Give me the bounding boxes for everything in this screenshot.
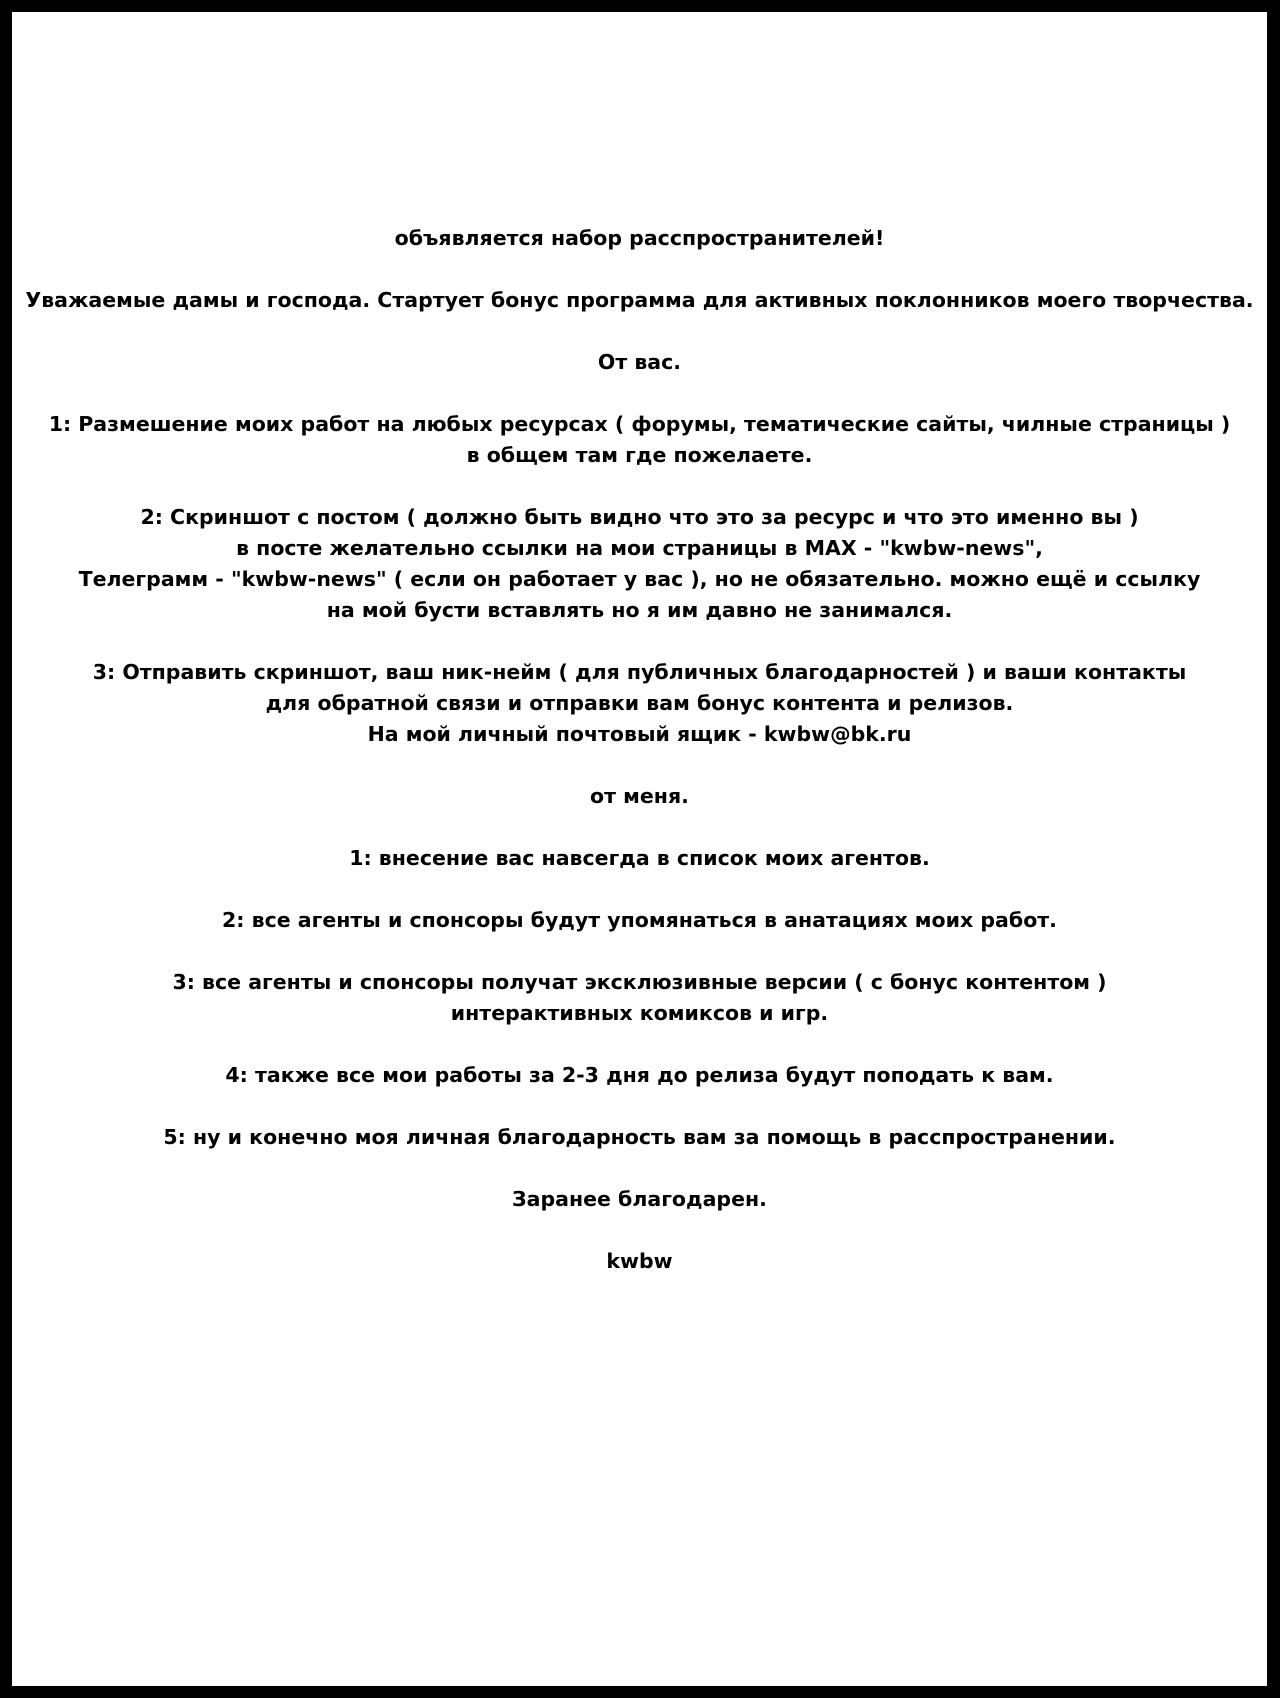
list-item-line: 1: внесение вас навсегда в список моих агентов.	[349, 846, 930, 870]
list-item-line: 3: Отправить скриншот, ваш ник-нейм ( для публичных благодарностей ) и ваши контакты	[92, 660, 1187, 684]
from-you-heading-text: От вас.	[597, 350, 682, 374]
from-you-item-1	[12, 409, 1267, 471]
intro-text: Уважаемые дамы и господа. Стартует бонус программа для активных поклонников моего творчества.	[25, 288, 1254, 312]
from-me-item-4	[12, 1060, 1267, 1091]
heading-text: объявляется набор расспространителей!	[394, 226, 885, 250]
list-item-line: 4: также все мои работы за 2-3 дня до релиза будут поподать к вам.	[225, 1063, 1054, 1087]
list-item-line: Телеграмм - "kwbw-news" ( если он работает у вас ), но не обязательно. можно ещё и ссылку	[78, 567, 1201, 591]
closing-text: Заранее благодарен.	[512, 1187, 767, 1211]
from-me-heading-text: от меня.	[590, 784, 689, 808]
announcement-heading	[12, 223, 1267, 254]
list-item-line: 2: Скриншот с постом ( должно быть видно что это за ресурс и что это именно вы )	[140, 505, 1139, 529]
from-me-heading	[12, 781, 1267, 812]
signature	[12, 1246, 1267, 1277]
document-body	[12, 223, 1267, 1308]
list-item-line: в посте желательно ссылки на мои страницы в MAX - "kwbw-news",	[236, 536, 1043, 560]
from-me-item-5	[12, 1122, 1267, 1153]
from-you-item-2	[12, 502, 1267, 626]
list-item-line: На мой личный почтовый ящик - kwbw@bk.ru	[367, 722, 912, 746]
list-item-line: 2: все агенты и спонсоры будут упомянаться в анатациях моих работ.	[222, 908, 1057, 932]
list-item-line: для обратной связи и отправки вам бонус контента и релизов.	[265, 691, 1014, 715]
from-me-item-1	[12, 843, 1267, 874]
list-item-line: 1: Размешение моих работ на любых ресурсах ( форумы, тематические сайты, чилные страницы )	[48, 412, 1231, 436]
intro-paragraph	[12, 285, 1267, 316]
list-item-line: интерактивных комиксов и игр.	[450, 1001, 829, 1025]
from-me-item-3	[12, 967, 1267, 1029]
list-item-line: 5: ну и конечно моя личная благодарность вам за помощь в расспространении.	[163, 1125, 1116, 1149]
list-item-line: 3: все агенты и спонсоры получат эксклюзивные версии ( с бонус контентом )	[172, 970, 1107, 994]
list-item-line: на мой бусти вставлять но я им давно не занимался.	[326, 598, 953, 622]
list-item-line: в общем там где пожелаете.	[466, 443, 813, 467]
from-you-heading	[12, 347, 1267, 378]
closing-line	[12, 1184, 1267, 1215]
document-page	[12, 12, 1267, 1686]
from-me-item-2	[12, 905, 1267, 936]
from-you-item-3	[12, 657, 1267, 750]
signature-text: kwbw	[606, 1249, 673, 1273]
